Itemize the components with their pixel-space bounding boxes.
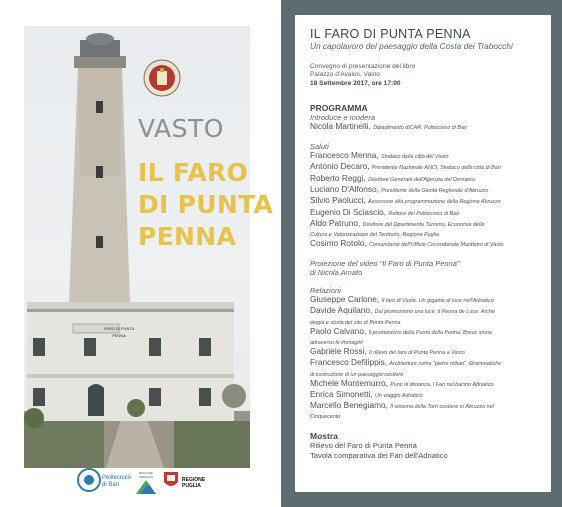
speaker-name: Antonio Decaro, xyxy=(310,161,370,172)
speaker-name: Roberto Reggi, xyxy=(310,172,366,183)
speaker-role: Presidente della Giunta Regionale d'Abruzzo xyxy=(381,188,489,195)
speaker-role-cont: ologia e storia del sito di Punta Penna xyxy=(310,319,401,326)
speaker-role: Sindaco della città del Vasto xyxy=(381,154,449,161)
mostra-heading: Mostra xyxy=(310,431,338,442)
speaker-name: Aldo Patruno, xyxy=(310,217,361,228)
speaker-name: Francesco Menna, xyxy=(310,150,379,161)
speaker-name: Eugenio Di Sciascio, xyxy=(310,206,387,217)
speaker-role-cont: di costruzione di un paesaggio costiero xyxy=(310,371,404,378)
speaker-name: Silvio Paolucci, xyxy=(310,195,366,206)
building-sign: FARO DI PUNTA PENNA xyxy=(103,326,135,338)
event-title: IL FARO DI PUNTA PENNA xyxy=(310,27,471,41)
speaker-name: Giuseppe Carlone, xyxy=(310,294,380,305)
speaker-name: Cosimo Rotolo, xyxy=(310,238,367,249)
saluti-list xyxy=(310,151,546,250)
speaker-row xyxy=(310,358,546,369)
poster-headline xyxy=(138,157,273,253)
intro-label: Introduce e modera xyxy=(310,112,376,122)
mostra-item-1: Rilievo del Faro di Punta Penna xyxy=(310,441,417,451)
headline-line-1: IL FARO xyxy=(138,158,249,187)
programma-heading: PROGRAMMA xyxy=(310,102,368,113)
speaker-name: Nicola Martinelli, xyxy=(310,121,371,132)
speaker-role: Presidente Nazionale ANCI, Sindaco della città di Bari xyxy=(371,165,501,172)
regione-abruzzo-icon xyxy=(134,476,158,496)
mostra-item-2: Tavola comparativa dei Fari dell'Adriatico xyxy=(310,450,448,460)
speaker-row xyxy=(310,327,546,338)
speaker-role: Direttore del Dipartimento Turismo, Economia della xyxy=(362,221,485,228)
speaker-role: Rettore del Politecnico di Bari xyxy=(388,210,460,217)
speaker-name: Paolo Calvano, xyxy=(310,325,367,336)
speaker-name: Luciano D'Alfonso, xyxy=(310,184,379,195)
politecnico-bari-logo xyxy=(77,468,132,496)
speaker-row xyxy=(310,401,546,412)
speaker-role: Il faro di Vasto. Un gigante di luce nell'Adriatico xyxy=(381,298,494,305)
proiezione-line-2: di Nicola Amato xyxy=(310,268,363,278)
poster-image xyxy=(24,26,274,468)
speaker-role: Direttore Generale dell'Agenzia del Demanio xyxy=(368,176,475,183)
speaker-name: Michele Montemurro, xyxy=(310,377,388,388)
speaker-role: Il promontorio della Punta della Penna. Breve storia xyxy=(368,329,492,336)
regione-puglia-label: REGIONE PUGLIA xyxy=(182,477,206,489)
relazioni-label: Relazioni xyxy=(310,285,341,295)
program-panel xyxy=(281,0,562,507)
relazioni-list xyxy=(310,295,546,421)
speaker-role: Il sistema della Torri costiere in Abruzzo nel xyxy=(390,404,494,411)
program-card xyxy=(295,15,551,492)
speaker-name: Davide Aquilano, xyxy=(310,305,373,316)
speaker-name: Marcello Benegiamo, xyxy=(310,400,388,411)
speaker-role: Un viaggio Adriatico xyxy=(375,392,423,399)
regione-puglia-icon xyxy=(162,468,180,492)
speaker-role: Il rilievo del faro di Punta Penna a Vasto xyxy=(369,349,465,356)
regione-puglia-logo xyxy=(162,468,210,496)
event-subtitle: Un capolavoro del paesaggio della Costa dei Trabocchi xyxy=(310,41,513,51)
city-name: VASTO xyxy=(138,114,224,143)
convegno-date: 18 Settembre 2017, ore 17:00 xyxy=(310,79,401,87)
headline-line-2: DI PUNTA xyxy=(138,190,274,219)
politecnico-bari-icon xyxy=(77,468,101,492)
saluti-label: Saluti xyxy=(310,141,329,151)
headline-line-3: PENNA xyxy=(138,222,237,251)
speaker-role: Assessore alla programmazione della Regione Abruzzo xyxy=(368,199,501,206)
speaker-role-cont: attraverso le immagini xyxy=(310,339,363,346)
speaker-name: Gabriele Rossi, xyxy=(310,345,367,356)
convegno-info xyxy=(310,63,546,88)
speaker-role-cont: Cultura e Valorizzazione del Territorio, Regione Puglia xyxy=(310,232,440,239)
convegno-line-2: Palazzo d'Avalos, Vasto xyxy=(310,71,380,79)
sponsor-logos xyxy=(72,468,232,498)
regione-abruzzo-label: REGIONE ABRUZZO xyxy=(138,471,154,479)
speaker-role: Punti di distanza. I Fari nel bacino Adriatico xyxy=(390,381,494,388)
proiezione-line-1: Proiezione del video "Il Faro di Punta Penna" xyxy=(310,258,460,268)
intro-row xyxy=(310,122,546,133)
speaker-role: Comandante dell'Ufficio Circondariale Marittimo di Vasto xyxy=(369,242,504,249)
convegno-line-1: Convegno di presentazione del libro xyxy=(310,63,416,70)
regione-abruzzo-logo xyxy=(134,468,158,496)
speaker-name: Enrica Simonetti, xyxy=(310,388,373,399)
speaker-role: Dal promontorio una luce: il Penna de Luce. Arche xyxy=(374,309,495,316)
speaker-row xyxy=(310,306,546,317)
city-crest-icon xyxy=(143,59,181,97)
speaker-role-cont: Cinquecento xyxy=(310,414,341,421)
speaker-role: Architetture come "pietre miliari". Grammatiche xyxy=(389,361,502,368)
speaker-name: Francesco Defilippis, xyxy=(310,357,388,368)
speaker-row xyxy=(310,219,546,230)
speaker-row xyxy=(310,239,546,250)
politecnico-bari-label: Politecnico di Bari xyxy=(102,475,132,488)
speaker-role: Dipartimento dICAR, Politecnico di Bari xyxy=(373,125,467,132)
